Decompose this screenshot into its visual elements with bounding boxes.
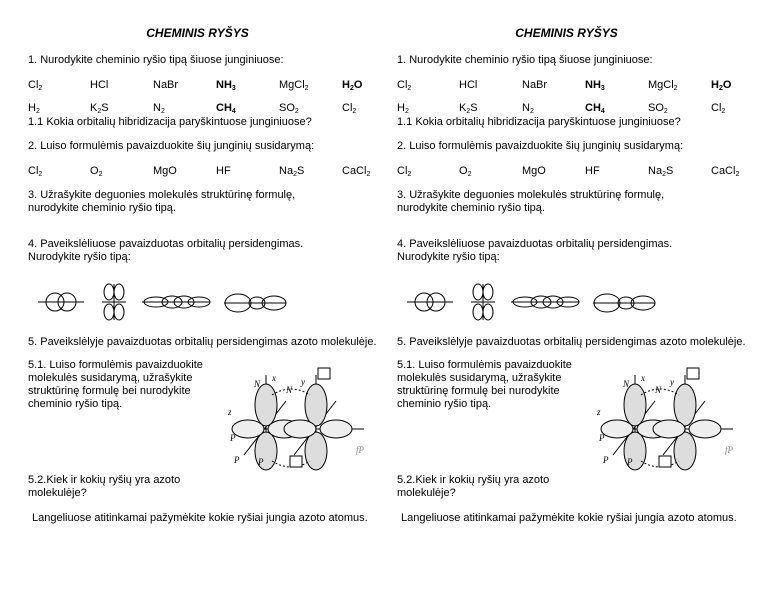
figure-label: x [272, 373, 276, 383]
figure-label: N [286, 385, 293, 395]
compound-formula: $SO_2$ [279, 102, 299, 115]
compound-formula: MgO [522, 165, 546, 177]
worksheet-right [397, 0, 752, 594]
question-5: 5. Paveikslėlyje pavaizduotas orbitalių persidengimas azoto molekulėje. [28, 336, 377, 348]
compound-formula: $N_2$ [522, 102, 534, 115]
question-1-1: 1.1 Kokia orbitalių hibridizacija paryškintuose junginiuose? [28, 116, 312, 128]
compound-formula: $Cl_2$ [342, 102, 357, 115]
question-5: 5. Paveikslėlyje pavaizduotas orbitalių persidengimas azoto molekulėje. [397, 336, 746, 348]
compound-formula: NaBr [522, 79, 548, 91]
compound-formula: $Cl_2$ [711, 102, 726, 115]
p-p-pi-overlap-icon [102, 284, 126, 320]
answer-box-top [687, 368, 699, 379]
footer-instruction: Langeliuose atitinkamai pažymėkite kokie ryšiai jungia azoto atomus. [32, 512, 368, 524]
compound-row-2 [28, 102, 378, 116]
figure-label: x [641, 373, 645, 383]
question-1: 1. Nurodykite cheminio ryšio tipą šiuose junginiuose: [397, 54, 653, 66]
compound-formula: $O_2$ [90, 165, 103, 178]
compound-formula: $H_2$ [28, 102, 40, 115]
question-4: 4. Paveikslėliuose pavaizduotas orbitalių persidengimas. Nurodykite ryšio tipą: [28, 238, 304, 263]
compound-formula: $Cl_2$ [28, 165, 43, 178]
compound-formula: MgCl$_2$ [648, 79, 678, 92]
compound-formula: NaBr [153, 79, 179, 91]
compound-formula: HF [585, 165, 600, 177]
question-5-2: 5.2.Kiek ir kokių ryšių yra azoto molekulėje? [397, 474, 550, 499]
compound-formula: $H_2O$ [711, 79, 732, 92]
p-p-sigma-overlap-icon [142, 296, 210, 308]
footer-instruction: Langeliuose atitinkamai pažymėkite kokie ryšiai jungia azoto atomus. [401, 512, 737, 524]
orbital-overlap-figures [407, 284, 667, 324]
compound-row-2 [397, 102, 747, 116]
compound-formula: $NH_3$ [585, 79, 605, 92]
figure-label: y [670, 377, 674, 387]
compound-formula: $Cl_2$ [28, 79, 43, 92]
compound-formula: $H_2O$ [342, 79, 363, 92]
compound-formula: $Cl_2$ [397, 165, 412, 178]
compound-formula: $CH_4$ [585, 102, 605, 115]
compound-formula: CaCl$_2$ [342, 165, 371, 178]
compound-formula: $K_2S$ [459, 102, 478, 115]
worksheet-title: CHEMINIS RYŠYS [515, 26, 618, 40]
compound-formula: CaCl$_2$ [711, 165, 740, 178]
s-s-overlap-icon [407, 293, 453, 311]
compound-formula: $Cl_2$ [397, 79, 412, 92]
answer-box-top [318, 368, 330, 379]
compound-formula: $N_2$ [153, 102, 165, 115]
figure-label: fP [725, 445, 733, 455]
question-3: 3. Užrašykite deguonies molekulės struktūrinę formulę, nurodykite cheminio ryšio tipą. [397, 189, 665, 214]
compound-formula: $NH_3$ [216, 79, 236, 92]
figure-label: P [258, 457, 264, 467]
compound-row-1 [397, 79, 747, 93]
compound-formula: $H_2$ [397, 102, 409, 115]
compound-row-3 [397, 165, 747, 179]
compound-row-3 [28, 165, 378, 179]
figure-label: P [599, 433, 605, 443]
worksheet-left [28, 0, 383, 594]
question-4: 4. Paveikslėliuose pavaizduotas orbitalių persidengimas. Nurodykite ryšio tipą: [397, 238, 673, 263]
question-3: 3. Užrašykite deguonies molekulės struktūrinę formulę, nurodykite cheminio ryšio tipą. [28, 189, 296, 214]
question-5-1: 5.1. Luiso formulėmis pavaizduokite molekulės susidarymą, užrašykite struktūrinę formulę bei nurodykite cheminio ryšio tipą. [397, 359, 572, 410]
nitrogen-orbital-figure [593, 365, 743, 471]
figure-label: z [597, 407, 601, 417]
compound-formula: $Na_2S$ [648, 165, 674, 178]
figure-label: N [254, 379, 261, 389]
compound-formula: $SO_2$ [648, 102, 668, 115]
p-p-pi-overlap-icon [471, 284, 495, 320]
figure-label: P [627, 457, 633, 467]
compound-formula: MgO [153, 165, 177, 177]
figure-label: N [655, 385, 662, 395]
compound-formula: HCl [90, 79, 109, 91]
compound-formula: $Na_2S$ [279, 165, 305, 178]
question-5-1: 5.1. Luiso formulėmis pavaizduokite molekulės susidarymą, užrašykite struktūrinę formulę bei nurodykite cheminio ryšio tipą. [28, 359, 203, 410]
question-5-2: 5.2.Kiek ir kokių ryšių yra azoto molekulėje? [28, 474, 181, 499]
figure-label: P [603, 455, 609, 465]
compound-formula: $K_2S$ [90, 102, 109, 115]
question-1-1: 1.1 Kokia orbitalių hibridizacija paryškintuose junginiuose? [397, 116, 681, 128]
compound-formula: HCl [459, 79, 478, 91]
compound-row-1 [28, 79, 378, 93]
s-p-overlap-icon [224, 294, 286, 312]
figure-label: y [301, 377, 305, 387]
orbital-overlap-figures [38, 284, 298, 324]
compound-formula: $O_2$ [459, 165, 472, 178]
compound-formula: MgCl$_2$ [279, 79, 309, 92]
question-2: 2. Luiso formulėmis pavaizduokite šių junginių susidarymą: [397, 140, 684, 152]
s-s-overlap-icon [38, 293, 84, 311]
answer-box-bottom [290, 456, 302, 467]
worksheet-title: CHEMINIS RYŠYS [146, 26, 249, 40]
compound-formula: HF [216, 165, 231, 177]
s-p-overlap-icon [593, 294, 655, 312]
answer-box-bottom [659, 456, 671, 467]
figure-label: P [230, 433, 236, 443]
question-1: 1. Nurodykite cheminio ryšio tipą šiuose junginiuose: [28, 54, 284, 66]
figure-label: z [228, 407, 232, 417]
question-2: 2. Luiso formulėmis pavaizduokite šių junginių susidarymą: [28, 140, 315, 152]
nitrogen-orbital-figure [224, 365, 374, 471]
p-p-sigma-overlap-icon [511, 296, 579, 308]
figure-label: fP [356, 445, 364, 455]
figure-label: N [623, 379, 630, 389]
figure-label: P [234, 455, 240, 465]
compound-formula: $CH_4$ [216, 102, 236, 115]
